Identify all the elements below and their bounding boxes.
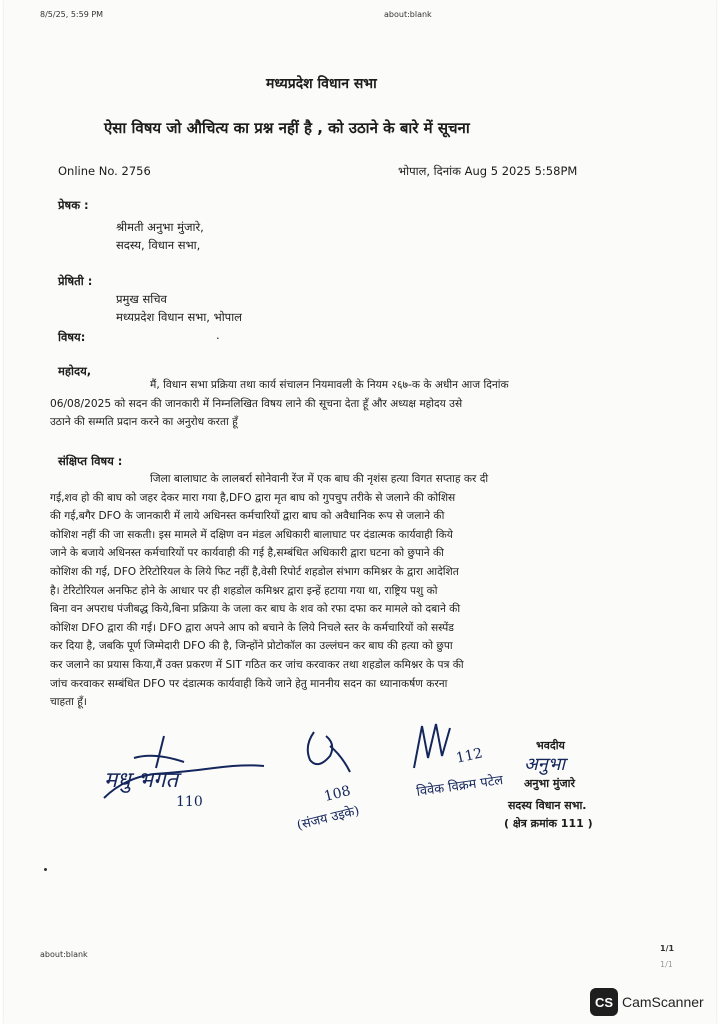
- salutation-line: उठाने की सम्मति प्रदान करने का अनुरोध करता हूँ: [50, 416, 238, 429]
- brief-subject-paragraph: [50, 470, 620, 712]
- brief-line: है। टेरिटोरियल अनफिट होने के आधार पर ही शहडोल कमिश्नर द्वारा इन्हें हटाया गया था, राष्ट्रिय पशु को: [50, 584, 438, 597]
- brief-subject-label: संक्षिप्त विषय :: [58, 454, 123, 468]
- sender-label: प्रेषक :: [58, 198, 89, 212]
- recipient-label: प्रेषिती :: [58, 274, 93, 288]
- brief-line: चाहता हूँ।: [50, 696, 87, 709]
- signature-3-number: 112: [454, 745, 485, 767]
- member-name: अनुभा मुंजारे: [524, 777, 576, 790]
- signature-1-number: 110: [176, 794, 203, 810]
- signature-2-strokes: [296, 726, 366, 786]
- recipient-title: प्रमुख सचिव: [116, 292, 167, 306]
- brief-line: कर दिया है, जबकि पूर्ण जिम्मेदारी DFO की है, जिन्होंने प्रोटोकॉल का उल्लंघन कर बाघ की हत्या को छुपा: [50, 640, 453, 653]
- signature-2-number: 108: [322, 783, 353, 805]
- ink-dot: [44, 868, 47, 871]
- salutation-label: महोदय,: [58, 364, 92, 378]
- subject-mark: .: [216, 328, 220, 342]
- member-signature: अनुभा: [524, 754, 566, 775]
- brief-line: कर जलाने का प्रयास किया,मैं उक्त प्रकरण में SIT गठित कर जांच करवाकर तथा शहडोल कमिश्नर के पत्र की: [50, 658, 464, 671]
- place-date: भोपाल, दिनांक Aug 5 2025 5:58PM: [398, 164, 578, 178]
- document-page: [4, 0, 716, 1024]
- sender-name: श्रीमती अनुभा मुंजारे,: [116, 220, 204, 234]
- assembly-name: मध्यप्रदेश विधान सभा: [266, 76, 377, 92]
- sender-designation: सदस्य, विधान सभा,: [116, 238, 201, 252]
- signature-3-strokes: [404, 718, 464, 778]
- constituency-number: ( क्षेत्र क्रमांक 111 ): [504, 817, 593, 830]
- salutation-paragraph: [50, 376, 620, 432]
- brief-line: की गई,बगैर DFO के जानकारी में लाये अधिनस्त कर्मचारियों द्वारा बाघ को अवैधानिक रूप से जलाने की: [50, 510, 445, 523]
- brief-line: जिला बालाघाट के लालबर्रा सोनेवानी रेंज में एक बाघ की नृशंस हत्या विगत सप्ताह कर दी: [150, 473, 489, 485]
- closing: भवदीय: [536, 739, 565, 752]
- online-number: Online No. 2756: [58, 164, 151, 178]
- signature-2-name: (संजय उइके): [295, 803, 361, 834]
- member-designation: सदस्य विधान सभा.: [508, 799, 587, 812]
- page-url-top: about:blank: [384, 10, 432, 19]
- print-timestamp: 8/5/25, 5:59 PM: [40, 10, 104, 19]
- brief-line: जांच करवाकर सम्बंधित DFO पर दंडात्मक कार्यवाही किये जाने हेतु माननीय सदन का ध्यानाकर्षण करना: [50, 677, 448, 690]
- camscanner-label: CamScanner: [622, 994, 704, 1010]
- recipient-office: मध्यप्रदेश विधान सभा, भोपाल: [116, 310, 242, 324]
- page-url-bottom: about:blank: [40, 950, 88, 959]
- brief-line: कोशिश की गई, DFO टेरिटोरियल के लिये फिट नहीं है,वेसी रिपोर्ट शहडोल संभाग कमिश्नर के द्वारा आदेशित: [50, 565, 459, 578]
- brief-line: जाने के बजाये अधिनस्त कर्मचारियों पर कार्यवाही की गई है,सम्बंधित अधिकारी द्वारा घटना को छुपाने की: [50, 547, 444, 560]
- signature-1-text: मधु भगत: [104, 768, 179, 793]
- notice-title: ऐसा विषय जो औचित्य का प्रश्न नहीं है , को उठाने के बारे में सूचना: [104, 119, 470, 137]
- camscanner-logo-icon: CS: [590, 988, 618, 1016]
- signature-3-name: विवेक विक्रम पटेल: [415, 772, 505, 800]
- page-number: 1/1: [660, 944, 675, 953]
- brief-line: कोशिश नहीं की जा सकती। इस मामले में दक्षिण वन मंडल अधिकारी बालाघाट पर दंडात्मक कार्यवाही किये: [50, 528, 453, 541]
- brief-line: गई,शव हो की बाघ को जहर देकर मारा गया है,DFO द्वारा मृत बाघ को गुपचुप तरीके से जलाने की कोशिस: [50, 491, 456, 504]
- brief-line: बिना वन अपराध पंजीबद्ध किये,बिना प्रक्रिया के जला कर बाघ के शव को रफा दफा कर मामले को दबाने की: [50, 603, 461, 616]
- camscanner-watermark: [590, 988, 718, 1016]
- subject-label: विषय:: [58, 330, 86, 344]
- page-number-faint: 1/1: [660, 960, 673, 969]
- brief-line: कोशिश DFO द्वारा की गई। DFO द्वारा अपने आप को बचाने के लिये निचले स्तर के कर्मचारियों को सस्पेंड: [50, 621, 454, 634]
- salutation-line: मैं, विधान सभा प्रक्रिया तथा कार्य संचालन नियमावली के नियम २६७-क के अधीन आज दिनांक: [150, 379, 509, 391]
- salutation-line: 06/08/2025 को सदन की जानकारी में निम्नलिखित विषय लाने की सूचना देता हूँ और अध्यक्ष महोदय उसे: [50, 397, 463, 410]
